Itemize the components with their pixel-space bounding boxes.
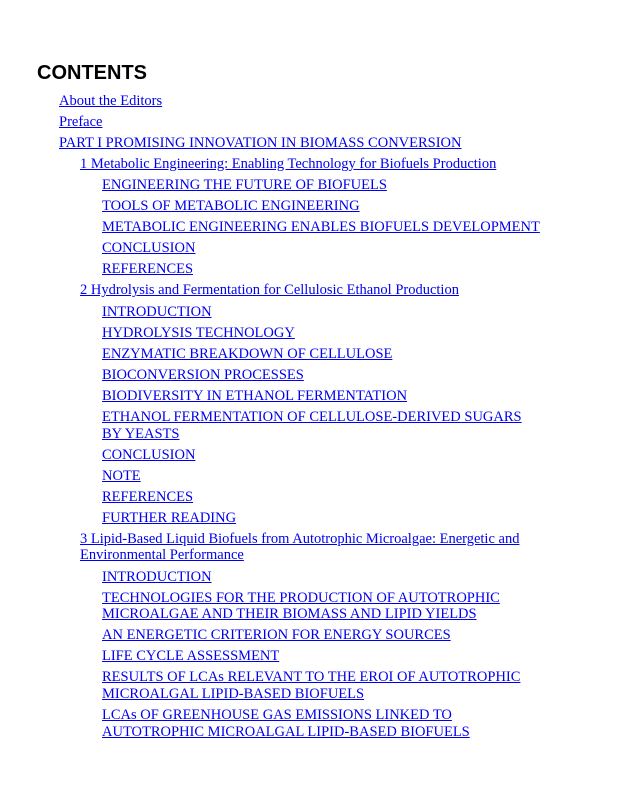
toc-entry-chapter-3 (80, 526, 530, 740)
toc-section-link[interactable]: HYDROLYSIS TECHNOLOGY (102, 324, 295, 341)
toc-section (102, 383, 545, 404)
toc-section (102, 341, 545, 362)
toc-level-3 (80, 299, 530, 526)
toc-entry-about-editors (59, 88, 549, 109)
toc-section-link[interactable]: BIOCONVERSION PROCESSES (102, 366, 304, 383)
toc-entry-preface (59, 109, 549, 130)
toc-section (102, 463, 545, 484)
toc-level-1 (0, 88, 617, 740)
toc-section-link[interactable]: CONCLUSION (102, 240, 196, 257)
toc-section-link[interactable]: METABOLIC ENGINEERING ENABLES BIOFUELS DEVELOPMENT (102, 219, 540, 236)
toc-section-link[interactable]: ENGINEERING THE FUTURE OF BIOFUELS (102, 176, 387, 193)
toc-section (102, 404, 545, 442)
toc-link-chapter-2[interactable]: 2 Hydrolysis and Fermentation for Cellulosic Ethanol Production (80, 282, 459, 299)
toc-section-link[interactable]: LCAs OF GREENHOUSE GAS EMISSIONS LINKED TO AUTOTROPHIC MICROALGAL LIPID-BASED BIOFUELS (102, 707, 470, 740)
toc-section-link[interactable]: REFERENCES (102, 488, 194, 505)
toc-section (102, 299, 545, 320)
toc-section-link[interactable]: TOOLS OF METABOLIC ENGINEERING (102, 198, 360, 215)
toc-section (102, 257, 545, 278)
toc-section-link[interactable]: CONCLUSION (102, 446, 196, 463)
toc-section-link[interactable]: NOTE (102, 467, 141, 484)
toc-entry-part-1 (59, 130, 549, 740)
toc-section (102, 362, 545, 383)
toc-level-3 (80, 172, 540, 278)
toc-section (102, 505, 545, 526)
toc-section (102, 585, 545, 623)
toc-section (102, 193, 545, 214)
toc-link-about-editors[interactable]: About the Editors (59, 92, 163, 109)
toc-section-link[interactable]: INTRODUCTION (102, 303, 212, 320)
toc-section (102, 644, 545, 665)
toc-section-link[interactable]: ENZYMATIC BREAKDOWN OF CELLULOSE (102, 345, 393, 362)
toc-level-3 (80, 564, 530, 740)
toc-section-link[interactable]: BIODIVERSITY IN ETHANOL FERMENTATION (102, 387, 408, 404)
page-title: CONTENTS (37, 62, 147, 84)
toc-section (102, 442, 545, 463)
toc-section (102, 320, 545, 341)
toc-section (102, 236, 545, 257)
toc-section-link[interactable]: INTRODUCTION (102, 568, 212, 585)
toc-level-2 (59, 151, 549, 740)
toc-section-link[interactable]: REFERENCES (102, 261, 194, 278)
toc-section-link[interactable]: RESULTS OF LCAs RELEVANT TO THE EROI OF AUTOTROPHIC MICROALGAL LIPID-BASED BIOFUELS (102, 669, 521, 702)
table-of-contents (0, 88, 617, 740)
toc-section (102, 172, 545, 193)
toc-section (102, 215, 545, 236)
toc-entry-chapter-1 (80, 151, 540, 278)
toc-link-part-1[interactable]: PART I PROMISING INNOVATION IN BIOMASS CONVERSION (59, 134, 462, 151)
toc-entry-chapter-2 (80, 278, 530, 527)
toc-link-chapter-3[interactable]: 3 Lipid-Based Liquid Biofuels from Autotrophic Microalgae: Energetic and Environmental Performance (80, 530, 520, 564)
toc-section-link[interactable]: TECHNOLOGIES FOR THE PRODUCTION OF AUTOTROPHIC MICROALGAE AND THEIR BIOMASS AND LIPID YIELDS (102, 589, 500, 623)
toc-link-preface[interactable]: Preface (59, 113, 103, 130)
toc-section-link[interactable]: FURTHER READING (102, 509, 237, 526)
toc-link-chapter-1[interactable]: 1 Metabolic Engineering: Enabling Technology for Biofuels Production (80, 155, 497, 172)
toc-section-link[interactable]: AN ENERGETIC CRITERION FOR ENERGY SOURCES (102, 627, 451, 644)
toc-section (102, 665, 545, 703)
toc-section (102, 484, 545, 505)
toc-section (102, 564, 545, 585)
toc-section-link[interactable]: LIFE CYCLE ASSESSMENT (102, 648, 280, 665)
toc-section-link[interactable]: ETHANOL FERMENTATION OF CELLULOSE-DERIVED SUGARS BY YEASTS (102, 409, 522, 442)
toc-section (102, 702, 545, 740)
toc-section (102, 623, 545, 644)
